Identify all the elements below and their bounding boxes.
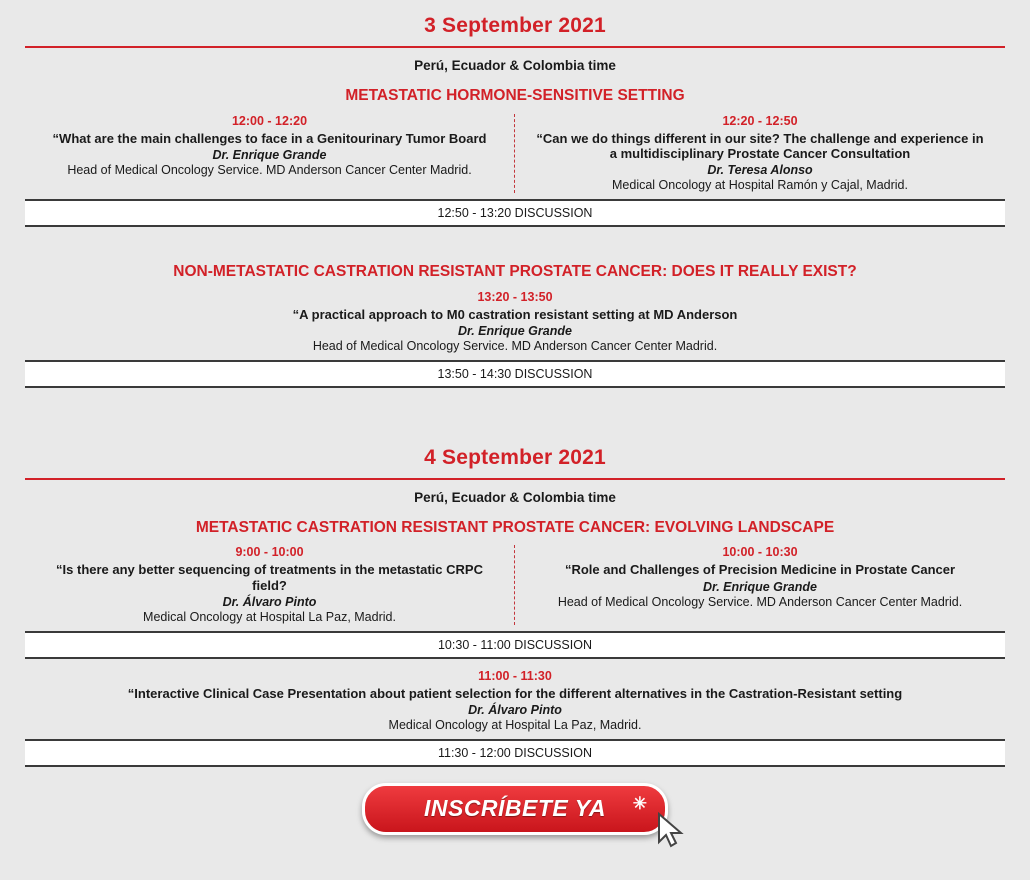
talk-block	[515, 545, 1005, 624]
talk-affiliation: Medical Oncology at Hospital La Paz, Madrid.	[143, 609, 396, 624]
talk-speaker: Dr. Teresa Alonso	[707, 163, 813, 178]
cta-area	[0, 767, 1030, 835]
discussion-label: 11:30 - 12:00 DISCUSSION	[437, 745, 592, 760]
talk-affiliation: Medical Oncology at Hospital La Paz, Madrid.	[388, 718, 642, 732]
talk-block	[25, 669, 1005, 739]
discussion-bar	[25, 199, 1005, 227]
talk-speaker: Dr. Enrique Grande	[458, 323, 572, 338]
talk-time: 12:00 - 12:20	[231, 113, 308, 128]
talk-speaker: Dr. Álvaro Pinto	[222, 594, 317, 609]
talk-speaker: Dr. Álvaro Pinto	[468, 703, 562, 717]
talk-title: “Role and Challenges of Precision Medicine in Prostate Cancer	[564, 562, 956, 578]
day-1	[0, 0, 1030, 388]
talk-affiliation: Head of Medical Oncology Service. MD Anderson Cancer Center Madrid.	[312, 338, 718, 353]
talk-block	[25, 290, 1005, 360]
day-1-section-2-heading: NON-METASTATIC CASTRATION RESISTANT PROSTATE CANCER: DOES IT REALLY EXIST?	[173, 263, 857, 280]
day-1-timezone: Perú, Ecuador & Colombia time	[414, 58, 616, 73]
register-button[interactable]	[362, 783, 668, 835]
talk-affiliation: Head of Medical Oncology Service. MD Anderson Cancer Center Madrid.	[67, 162, 472, 177]
day-2-timezone: Perú, Ecuador & Colombia time	[414, 489, 616, 505]
day-2-section-1-heading: METASTATIC CASTRATION RESISTANT PROSTATE CANCER: EVOLVING LANDSCAPE	[195, 518, 835, 536]
talk-block	[515, 114, 1005, 193]
discussion-label: 10:30 - 11:00 DISCUSSION	[437, 637, 592, 652]
talk-title: “A practical approach to M0 castration resistant setting at MD Anderson	[292, 306, 738, 322]
day-1-title: 3 September 2021	[424, 14, 606, 37]
talk-time: 11:00 - 11:30	[478, 668, 552, 683]
discussion-bar	[25, 739, 1005, 767]
talk-title: “What are the main challenges to face in a Genitourinary Tumor Board	[52, 130, 487, 146]
discussion-label: 12:50 - 13:20 DISCUSSION	[437, 206, 593, 220]
talk-time: 9:00 - 10:00	[235, 545, 304, 560]
talk-title: “Can we do things different in our site? The challenge and experience in a multidisciplinary Prostate Cancer Consultation	[536, 130, 984, 161]
talk-time: 13:20 - 13:50	[477, 289, 553, 304]
register-button-label: INSCRÍBETE YA	[423, 795, 606, 822]
talk-speaker: Dr. Enrique Grande	[703, 579, 817, 594]
day-2-section-1-talks	[25, 545, 1005, 630]
sparkle-icon: ✳	[632, 793, 647, 813]
talk-speaker: Dr. Enrique Grande	[212, 147, 327, 162]
discussion-label: 13:50 - 14:30 DISCUSSION	[437, 366, 593, 381]
day-1-section-1-talks	[25, 114, 1005, 199]
discussion-bar	[25, 631, 1005, 659]
talk-affiliation: Medical Oncology at Hospital Ramón y Cajal, Madrid.	[612, 178, 908, 193]
day-2-title: 4 September 2021	[424, 445, 606, 469]
talk-title: “Interactive Clinical Case Presentation about patient selection for the different alternatives in the Castration-Resistant setting	[127, 685, 903, 701]
talk-block	[25, 545, 515, 624]
cursor-icon	[657, 812, 687, 852]
talk-time: 10:00 - 10:30	[722, 545, 798, 560]
talk-block	[25, 114, 515, 193]
spacer	[0, 659, 1030, 669]
spacer	[0, 227, 1030, 253]
talk-affiliation: Head of Medical Oncology Service. MD Anderson Cancer Center Madrid.	[557, 594, 963, 609]
day-2	[0, 432, 1030, 767]
discussion-bar	[25, 360, 1005, 388]
talk-time: 12:20 - 12:50	[722, 113, 798, 128]
talk-title: “Is there any better sequencing of treatments in the metastatic CRPC field?	[56, 562, 483, 593]
spacer	[0, 388, 1030, 432]
day-1-section-1-heading: METASTATIC HORMONE-SENSITIVE SETTING	[345, 87, 685, 104]
